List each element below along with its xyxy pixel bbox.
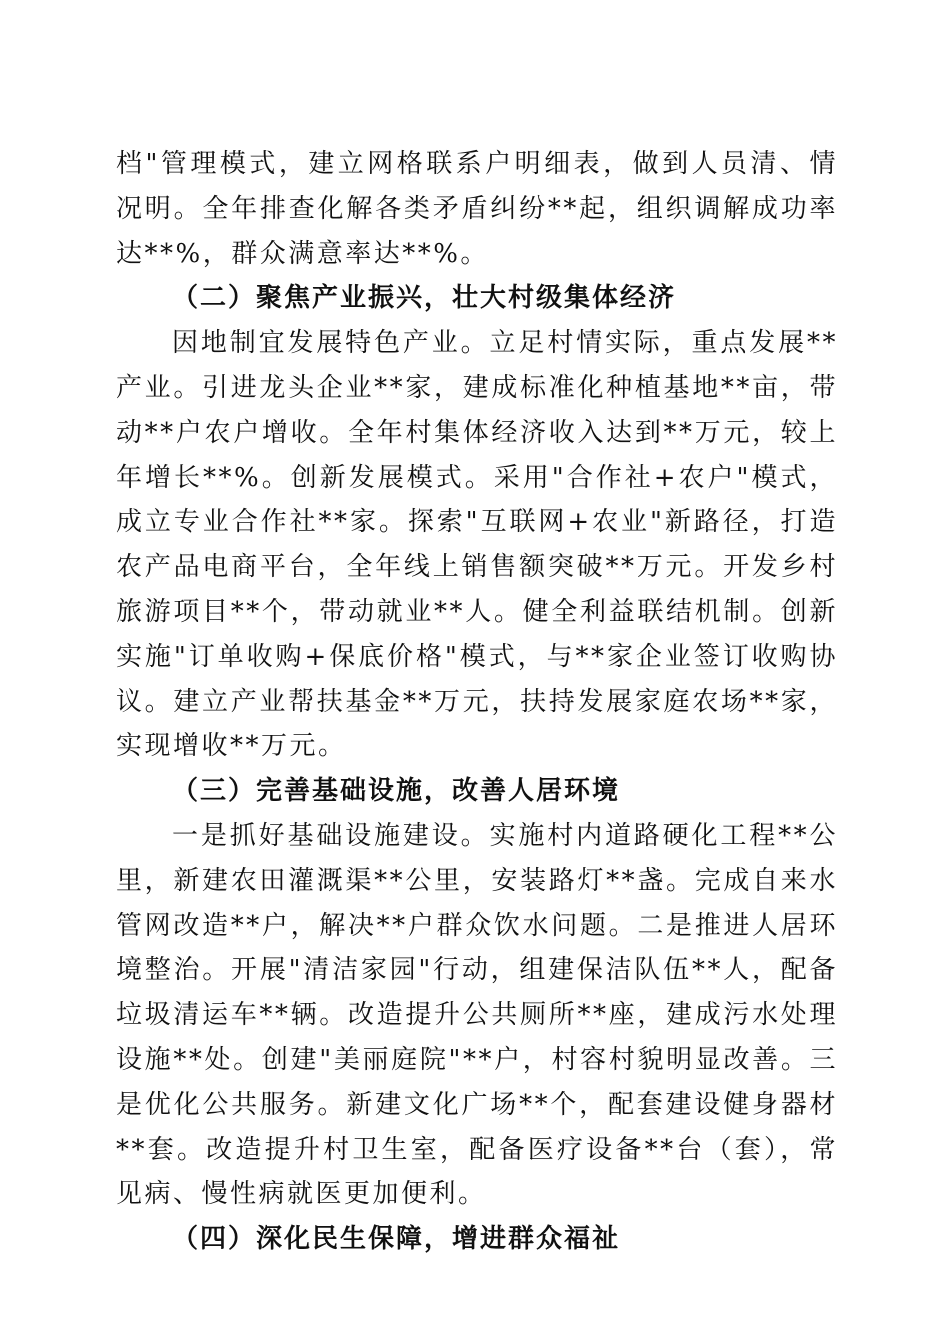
section-heading-infrastructure: （三）完善基础设施，改善人居环境 [172, 776, 621, 807]
section-heading-livelihood: （四）深化民生保障，增进群众福祉 [172, 1224, 621, 1255]
paragraph-industry: 因地制宜发展特色产业。立足村情实际，重点发展**产业。引进龙头企业**家，建成标准化种植基地**亩，带动**户农户增收。全年村集体经济收入达到**万元，较上年增长**%。创新发展模式。采用"合作社+农户"模式，成立专业合作社**家。探索"互联网+农业"新路径，打造农产品电商平台，全年线上销售额突破**万元。开发乡村旅游项目**个，带动就业**人。健全利益联结机制。创新实施"订单收购+保底价格"模式，与**家企业签订收购协议。建立产业帮扶基金**万元，扶持发展家庭农场**家，实现增收**万元。 [116, 328, 838, 762]
section-heading-industry: （二）聚焦产业振兴，壮大村级集体经济 [172, 283, 677, 314]
document-body [116, 142, 838, 1262]
paragraph-grid-management: 档"管理模式，建立网格联系户明细表，做到人员清、情况明。全年排查化解各类矛盾纠纷**起，组织调解成功率达**%，群众满意率达**%。 [116, 149, 838, 269]
paragraph-infrastructure: 一是抓好基础设施建设。实施村内道路硬化工程**公里，新建农田灌溉渠**公里，安装路灯**盏。完成自来水管网改造**户，解决**户群众饮水问题。二是推进人居环境整治。开展"清洁家园"行动，组建保洁队伍**人，配备垃圾清运车**辆。改造提升公共厕所**座，建成污水处理设施**处。创建"美丽庭院"**户，村容村貌明显改善。三是优化公共服务。新建文化广场**个，配套建设健身器材**套。改造提升村卫生室，配备医疗设备**台（套），常见病、慢性病就医更加便利。 [116, 820, 838, 1210]
